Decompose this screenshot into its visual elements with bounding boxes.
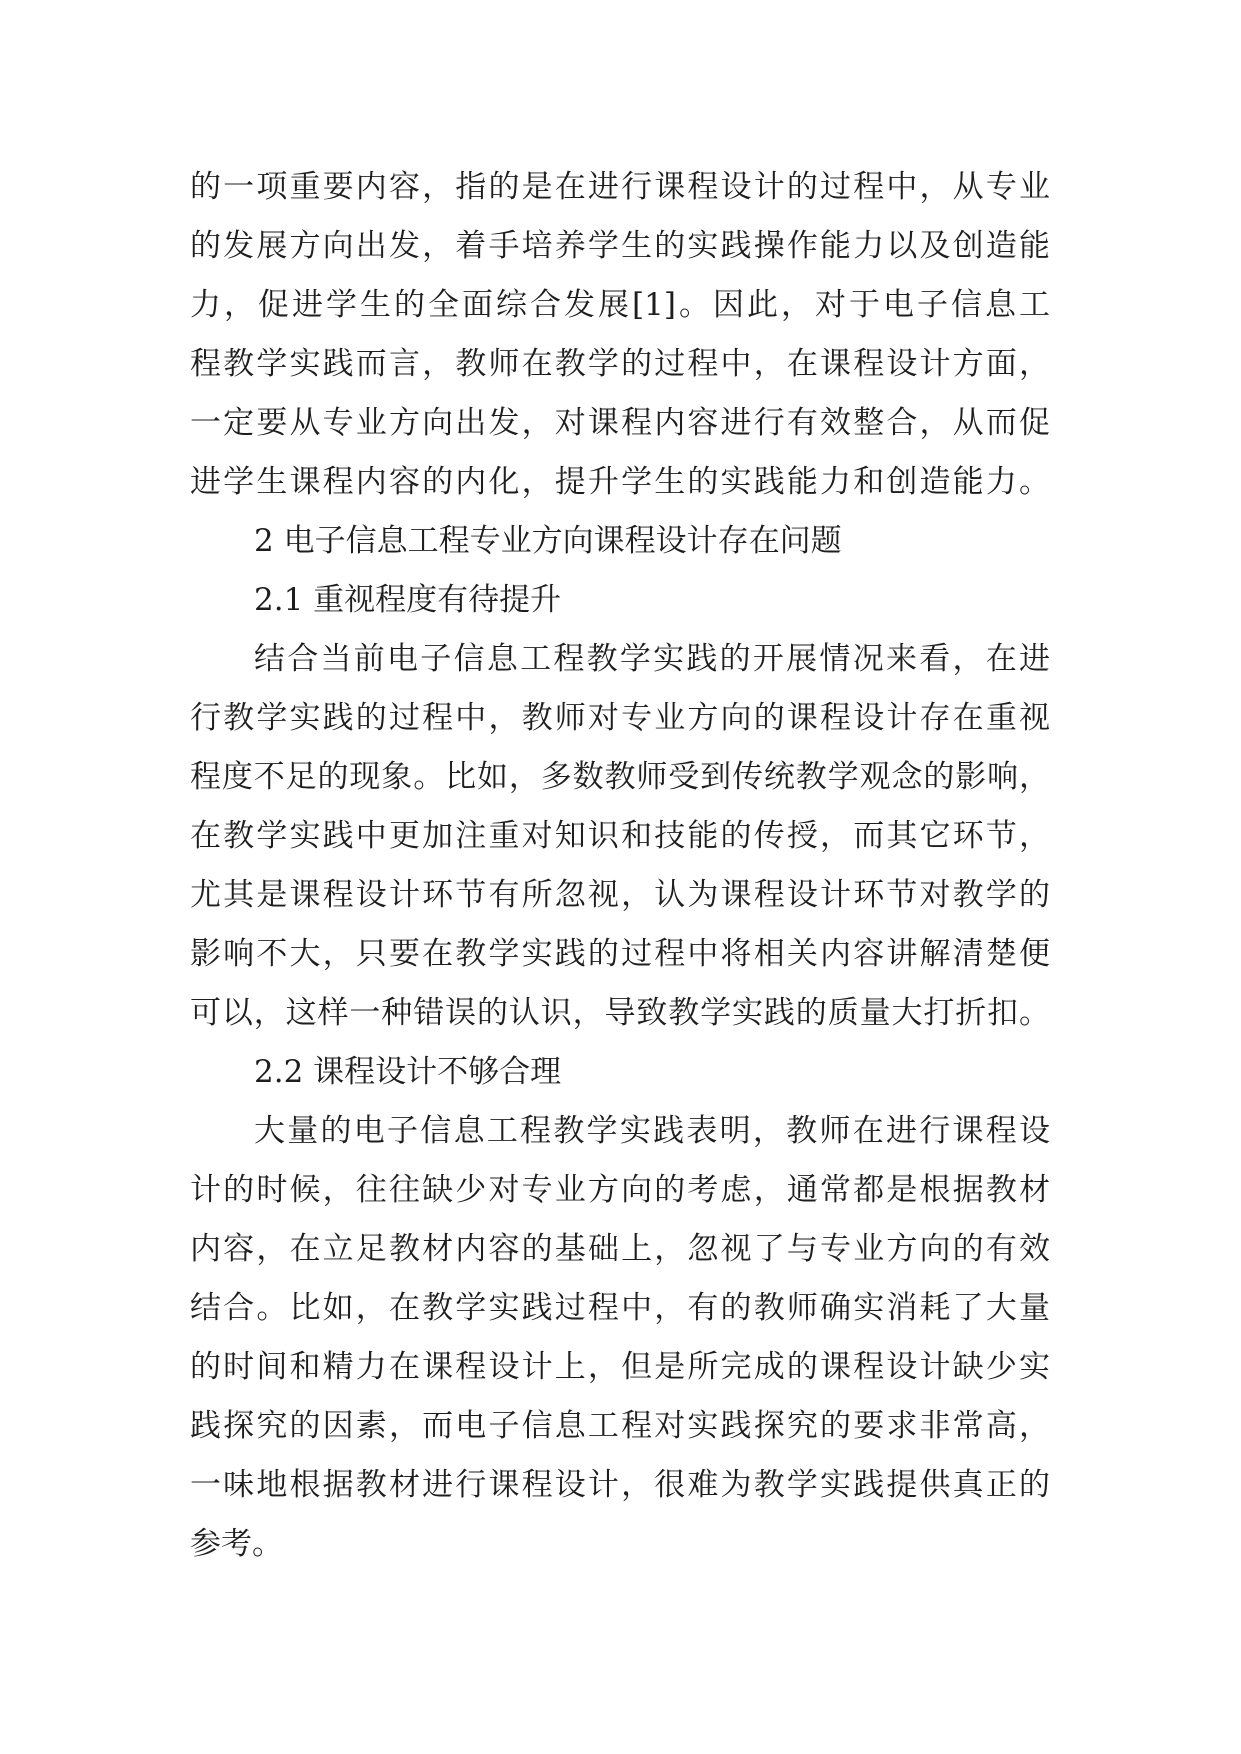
body-text-line: 的时间和精力在课程设计上，但是所完成的课程设计缺少实 (190, 1349, 1050, 1385)
body-text-line: 行教学实践的过程中，教师对专业方向的课程设计存在重视 (190, 700, 1050, 736)
body-text-line: 大量的电子信息工程教学实践表明，教师在进行课程设 (254, 1113, 1050, 1149)
body-text-line: 一味地根据教材进行课程设计，很难为教学实践提供真正的 (190, 1467, 1050, 1503)
body-text-line: 的发展方向出发，着手培养学生的实践操作能力以及创造能 (190, 228, 1050, 264)
body-text-line: 程度不足的现象。比如，多数教师受到传统教学观念的影响， (190, 759, 1050, 795)
body-text-line: 践探究的因素，而电子信息工程对实践探究的要求非常高， (190, 1408, 1050, 1444)
body-text-line: 结合。比如，在教学实践过程中，有的教师确实消耗了大量 (190, 1290, 1050, 1326)
body-text-line: 进学生课程内容的内化，提升学生的实践能力和创造能力。 (190, 464, 1050, 500)
document-body (190, 158, 1050, 1574)
body-text-line: 的一项重要内容，指的是在进行课程设计的过程中，从专业 (190, 169, 1050, 205)
subsection-heading: 2.2 课程设计不够合理 (254, 1054, 562, 1090)
body-text-line: 可以，这样一种错误的认识，导致教学实践的质量大打折扣。 (190, 995, 1050, 1031)
body-text-line: 参考。 (190, 1526, 283, 1562)
body-text-line: 力，促进学生的全面综合发展[1]。因此，对于电子信息工 (190, 287, 1050, 323)
body-text-line: 内容，在立足教材内容的基础上，忽视了与专业方向的有效 (190, 1231, 1050, 1267)
body-text-line: 尤其是课程设计环节有所忽视，认为课程设计环节对教学的 (190, 877, 1050, 913)
body-text-line: 影响不大，只要在教学实践的过程中将相关内容讲解清楚便 (190, 936, 1050, 972)
body-text-line: 在教学实践中更加注重对知识和技能的传授，而其它环节， (190, 818, 1050, 854)
body-text-line: 一定要从专业方向出发，对课程内容进行有效整合，从而促 (190, 405, 1050, 441)
body-text-line: 计的时候，往往缺少对专业方向的考虑，通常都是根据教材 (190, 1172, 1050, 1208)
body-text-line: 结合当前电子信息工程教学实践的开展情况来看，在进 (254, 641, 1050, 677)
body-text-line: 程教学实践而言，教师在教学的过程中，在课程设计方面， (190, 346, 1050, 382)
subsection-heading: 2.1 重视程度有待提升 (254, 582, 562, 618)
section-heading: 2 电子信息工程专业方向课程设计存在问题 (254, 523, 842, 559)
